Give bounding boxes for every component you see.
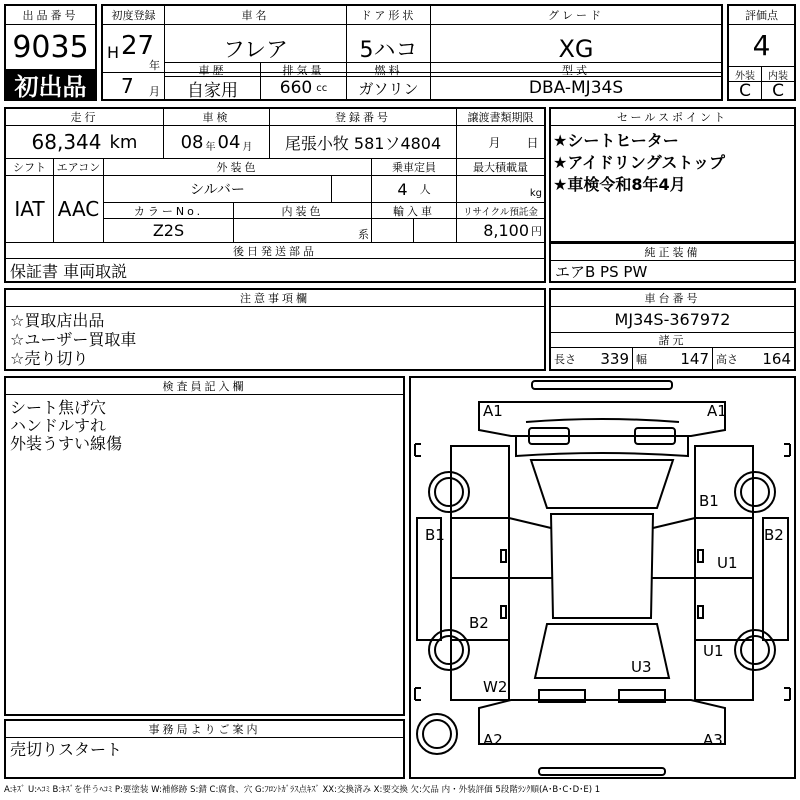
sales-points [549, 107, 796, 243]
shift: IAT [6, 176, 54, 243]
fuel: ガソリン [347, 77, 431, 99]
color: シルバー [104, 176, 332, 203]
recycle-label: リサイクル預託金 [457, 203, 544, 219]
interior-color-cell: 系 [234, 219, 372, 243]
height: 164 [762, 349, 791, 368]
office-message: 売切りスタート [10, 740, 123, 759]
length-cell: 長さ 339 [551, 348, 633, 369]
chassis-number: MJ34S-367972 [551, 307, 794, 333]
load-cell: kg [457, 176, 544, 203]
equipment: エアB PS PW [555, 262, 648, 281]
office-label: 事務局よりご案内 [6, 721, 403, 738]
ac: AAC [54, 176, 104, 243]
mark-a1-left: A1 [483, 402, 503, 420]
int-label: 内装 [762, 67, 794, 82]
recycle: 8,100 [483, 221, 529, 240]
chassis-box [549, 288, 796, 371]
vehicle-header-table [101, 4, 723, 101]
legend: A:ｷｽﾞ U:ﾍｺﾐ B:ｷｽﾞを伴うﾍｺﾐ P:要塗装 W:補修跡 S:錆 C:腐食、穴 G:ﾌﾛﾝﾄｶﾞﾗｽ点ｷｽﾞ XX:交換済み X:要交換 欠:欠品 内・外装評価 5段階ﾗﾝｸ順(A･B･C･D･E) 1 [4, 785, 601, 795]
ext-label: 外装 [729, 67, 762, 82]
inspector-note-3: 外装うすい線傷 [10, 434, 123, 453]
inspector-label: 検査員記入欄 [6, 378, 403, 395]
mark-a3: A3 [703, 731, 723, 749]
name-label: 車名 [165, 6, 347, 25]
inspection-cell: 08 年 04 月 [164, 126, 270, 159]
lot-box [4, 4, 97, 101]
mark-w2: W2 [483, 678, 508, 696]
height-cell: 高さ 164 [716, 349, 791, 368]
color-no-label: カラーNo. [104, 203, 234, 219]
transfer-cell: 月 日 [457, 126, 544, 159]
mark-u3: U3 [631, 658, 652, 676]
mark-u1-b: U1 [703, 642, 724, 660]
later-label: 後日発送部品 [6, 243, 544, 259]
color-no: Z2S [104, 219, 234, 243]
sales-point-3: ★車検令和8年4月 [553, 175, 686, 194]
mileage-label: 走行 [6, 109, 164, 126]
inspector-box [4, 376, 405, 716]
mileage-cell: 68,344 km [6, 126, 164, 159]
note-3: ☆売り切り [10, 349, 89, 368]
insp-year: 08 [180, 131, 204, 153]
details-table [4, 107, 546, 283]
inspector-note-1: シート焦げ穴 [10, 398, 107, 417]
color-extra [332, 176, 372, 203]
reg-month-cell: 7 月 [103, 73, 165, 99]
reg-month: 7 [121, 74, 134, 98]
lot-number: 9035 [12, 29, 89, 65]
notes-label: 注意事項欄 [6, 290, 544, 307]
sales-point-2: ★アイドリングストップ [553, 153, 725, 172]
mileage: 68,344 [31, 130, 102, 154]
reg-year: 27 [121, 31, 155, 61]
note-1: ☆買取店出品 [10, 311, 105, 330]
history: 自家用 [165, 77, 261, 99]
capacity: 4 [397, 179, 408, 199]
lot-label: 出品番号 [6, 6, 95, 25]
door-type: 5ハコ [347, 25, 431, 73]
plate: 尾張小牧 581ソ4804 [270, 126, 457, 159]
ac-label: エアコン [54, 159, 104, 176]
interior-color-label: 内装色 [234, 203, 372, 219]
capacity-label: 乗車定員 [372, 159, 457, 176]
car-diagram-svg [411, 378, 794, 777]
mark-b1-left: B1 [425, 526, 445, 544]
width-cell: 幅 147 [633, 348, 713, 369]
grade: XG [431, 25, 721, 73]
grade-label: グレード [431, 6, 721, 25]
door-label: ドア形状 [347, 6, 431, 25]
color-label: 外装色 [104, 159, 372, 176]
equipment-box [549, 242, 796, 283]
shift-label: シフト [6, 159, 54, 176]
mark-a1-right: A1 [707, 402, 727, 420]
fuel-label: 燃料 [347, 62, 431, 77]
load-label: 最大積載量 [457, 159, 544, 176]
score-label: 評価点 [729, 6, 794, 25]
car-diagram [409, 376, 796, 779]
displacement-label: 排気量 [261, 62, 347, 77]
import-cell-a [372, 219, 414, 243]
import-cell-b [414, 219, 457, 243]
width: 147 [680, 349, 709, 368]
insp-month: 04 [217, 131, 241, 153]
inspector-note-2: ハンドルすれ [10, 416, 107, 435]
office-box [4, 719, 405, 779]
dims-label: 諸元 [551, 333, 794, 348]
mark-b1-right: B1 [699, 492, 719, 510]
capacity-cell: 4 人 [372, 176, 457, 203]
notes-box [4, 288, 546, 371]
model-label: 型式 [431, 62, 721, 77]
reg-year-cell: H 27 年 [103, 25, 165, 73]
sales-point-1: ★シートヒーター [553, 131, 679, 150]
score-box [727, 4, 796, 101]
first-listing-badge: 初出品 [6, 69, 95, 99]
reg-label: 初度登録 [103, 6, 165, 25]
note-2: ☆ユーザー買取車 [10, 330, 137, 349]
later-parts: 保証書 車両取説 [10, 261, 128, 281]
car-name: フレア [165, 25, 347, 73]
mark-a2: A2 [483, 731, 503, 749]
equipment-label: 純正装備 [551, 244, 794, 261]
recycle-cell: 8,100 円 [457, 219, 544, 243]
displacement: 660 [279, 78, 313, 98]
history-label: 車歴 [165, 62, 261, 77]
chassis-label: 車台番号 [551, 290, 794, 307]
sales-label: セールスポイント [551, 109, 794, 126]
plate-label: 登録番号 [270, 109, 457, 126]
import-label: 輸入車 [372, 203, 457, 219]
mark-b2-left: B2 [469, 614, 489, 632]
mark-b2-right: B2 [764, 526, 784, 544]
mark-u1-a: U1 [717, 554, 738, 572]
int-grade: C [772, 82, 784, 99]
model-code: DBA-MJ34S [528, 78, 624, 98]
inspection-label: 車検 [164, 109, 270, 126]
displacement-cell: 660 cc [261, 77, 347, 99]
score: 4 [729, 25, 794, 67]
length: 339 [600, 349, 629, 368]
ext-grade: C [729, 82, 762, 99]
transfer-label: 譲渡書類期限 [457, 109, 544, 126]
